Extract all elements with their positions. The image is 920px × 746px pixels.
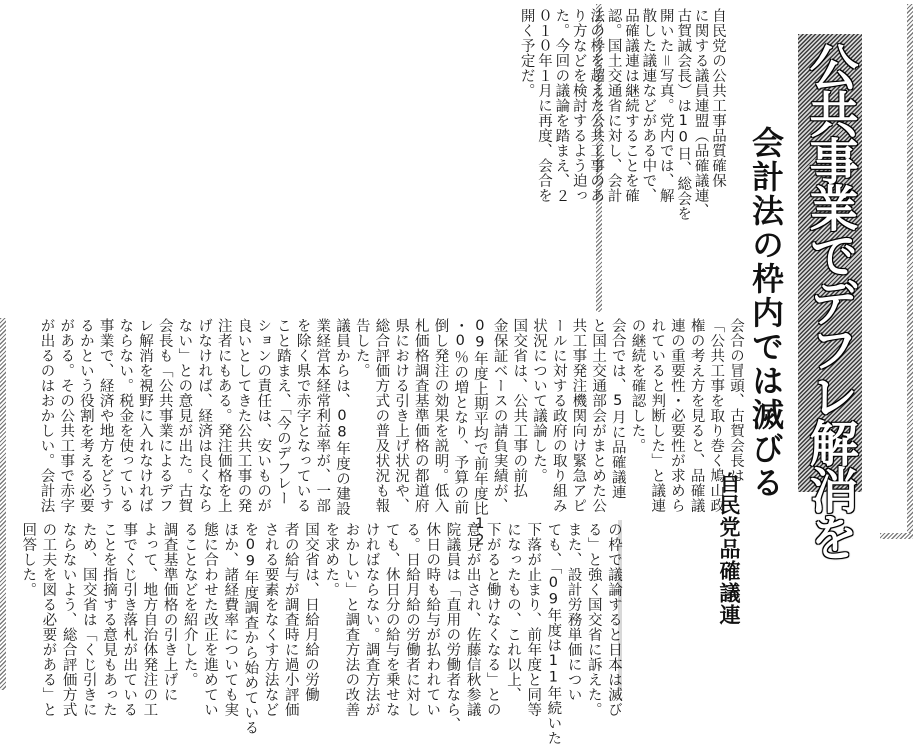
text-column: 会長も「公共事業によるデフ [156,318,173,513]
text-column: がある。その公共工事で赤字 [58,318,75,513]
text-column: ・0％の増となり、予算の前 [452,318,469,515]
text-column: を求めた。 [323,522,340,597]
text-column: 札価格調査基準価格の都道府 [412,318,429,513]
text-column: 古賀誠会長）は10日、総会を [675,8,692,221]
text-column: 開いた＝写真。党内では、解 [657,8,674,203]
text-column: の継続を確認した。 [629,318,646,453]
subheadline: 会計法の枠内では滅びる [747,126,785,500]
text-column: 院議員は「直用の労働者なら、 [444,522,461,732]
text-column: を除く県で赤字となっている [294,318,311,513]
text-column: ため、国交省は「くじ引きに [80,522,97,717]
text-column: レ解消を視野に入れなければ [137,318,153,513]
text-column: こと踏まえ、「今のデフレー [274,318,291,506]
text-column: 状況について議論した。 [531,318,547,483]
text-column: ならない。税金を使っている [117,318,134,513]
text-column: 品確議連は継続することを確 [623,8,639,203]
text-column: ールに対する政府の取り組み [550,318,567,513]
right-border-rule [907,4,913,538]
text-column: 休日の時も給与が払われてい [424,522,441,717]
text-column: 下がると働けなくなる」との [484,522,501,717]
text-column: た。今回の議論を踏まえ、２ [553,8,570,203]
text-column: 議員からは、08年度の建設 [334,318,350,516]
text-column: を09年度調査から始めている [242,522,259,735]
text-column: ことを指摘する意見もあった [101,522,117,717]
text-column: ０１０年１月に再度、会合を [536,8,552,203]
text-column: ることなどを紹介した。 [181,522,198,687]
text-column: と国土交通部会がまとめた公 [590,318,607,513]
text-column: ションの責任は、安いものが [255,318,272,513]
text-column: 09年度上期平均で前年度比12 [471,318,488,549]
text-column: よって、地方自治体発注の工 [141,522,158,717]
text-column: 権の考え方を見ると、品確議 [688,318,705,513]
text-column: るかという役割を考える必要 [77,318,94,513]
text-column: 県における引き上げ状況や、 [393,318,410,513]
text-column: 連の重要性・必要性が求めら [668,318,685,513]
text-column: 国交省は、日給月給の労働 [303,522,319,702]
text-column: 開く予定だ。 [518,8,535,98]
text-column: される要素をなくす方法など [262,522,279,717]
text-column: 意見が出され、佐藤信秋参議 [464,522,481,717]
text-column: 良いとしてきた公共工事の発 [235,318,252,513]
text-column: おかしい」と調査方法の改善 [343,522,360,717]
text-column: 総合評価方式の普及状況も報 [373,318,390,513]
headline-box [798,34,862,559]
text-column: 会合では、5月に品確議連 [609,318,626,500]
text-column: 注者にもある。発注価格を上 [215,318,232,513]
text-column: 回答した。 [20,522,37,597]
text-column: 国交省は、公共工事の前払 [511,318,528,498]
text-column: 事業で、経済や地方をどうす [97,318,114,513]
text-column: に関する議員連盟（品確議連、 [692,8,709,218]
text-column: 態に合わせた改正を進めてい [202,522,218,717]
text-column: ならないよう、総合評価方式 [60,522,77,717]
text-column: 共工事発注機関向け緊急アピ [570,318,587,513]
text-column: れていると判断した」と議連 [649,318,666,513]
text-column: 会合の冒頭、古賀会長は [728,318,744,483]
byline: 自民党品確議連 [717,472,741,626]
text-column: ほか、諸経費率についても実 [222,522,239,717]
text-column: が出るのはおかしい。会計法 [38,318,55,513]
text-column: げなければ、経済は良くなら [196,318,213,513]
text-column: また、設計労務単価につい [565,522,582,702]
text-column: り方などを検討するよう迫っ [570,8,587,203]
lower-left-rule [0,318,6,690]
text-column: 者の給与が調査時に過小評価 [282,522,299,717]
text-column: になったもの、これ以上、 [505,522,521,702]
text-column: 散した議連などがある中で、 [640,8,657,203]
right-border-foot [880,533,913,539]
text-column: 法の枠を超えた公共工事のあ [588,8,605,203]
text-column: ない」との意見が出た。古賀 [176,318,193,513]
text-column: ても、休日分の給与を乗せな [383,522,400,717]
text-column: る。日給月給の労働者に対し [404,522,420,717]
text-column: る」と強く国交省に訴えた。 [585,522,602,717]
text-column: 事でくじ引き落札が出ている [121,522,138,717]
text-column: 調査基準価格の引き上げに [161,522,178,702]
text-column: 自民党の公共工事品質確保 [710,8,726,188]
text-column: 倒し発注の効果を説明。低入 [432,318,449,513]
text-column: の枠で議論すると日本は滅び [606,522,622,717]
text-column: 認。国土交通省に対し、会計 [605,8,622,203]
text-column: ければならない。調査方法が [363,522,380,717]
text-column: 告した。 [353,318,370,378]
text-column: 金保証ベースの請負実績が、 [491,318,508,513]
text-column: 下落が止まり、前年度と同等 [525,522,542,717]
text-column: ても、「09年度は11年続いた [545,522,562,746]
text-column: 「公共工事を取り巻く鳩山政 [708,318,725,513]
headline: 公共事業でデフレ解消を [802,42,859,559]
text-column: の工夫を図る必要がある」と [40,522,57,717]
text-column: 業経営本経常利益率が、一部 [314,318,331,513]
